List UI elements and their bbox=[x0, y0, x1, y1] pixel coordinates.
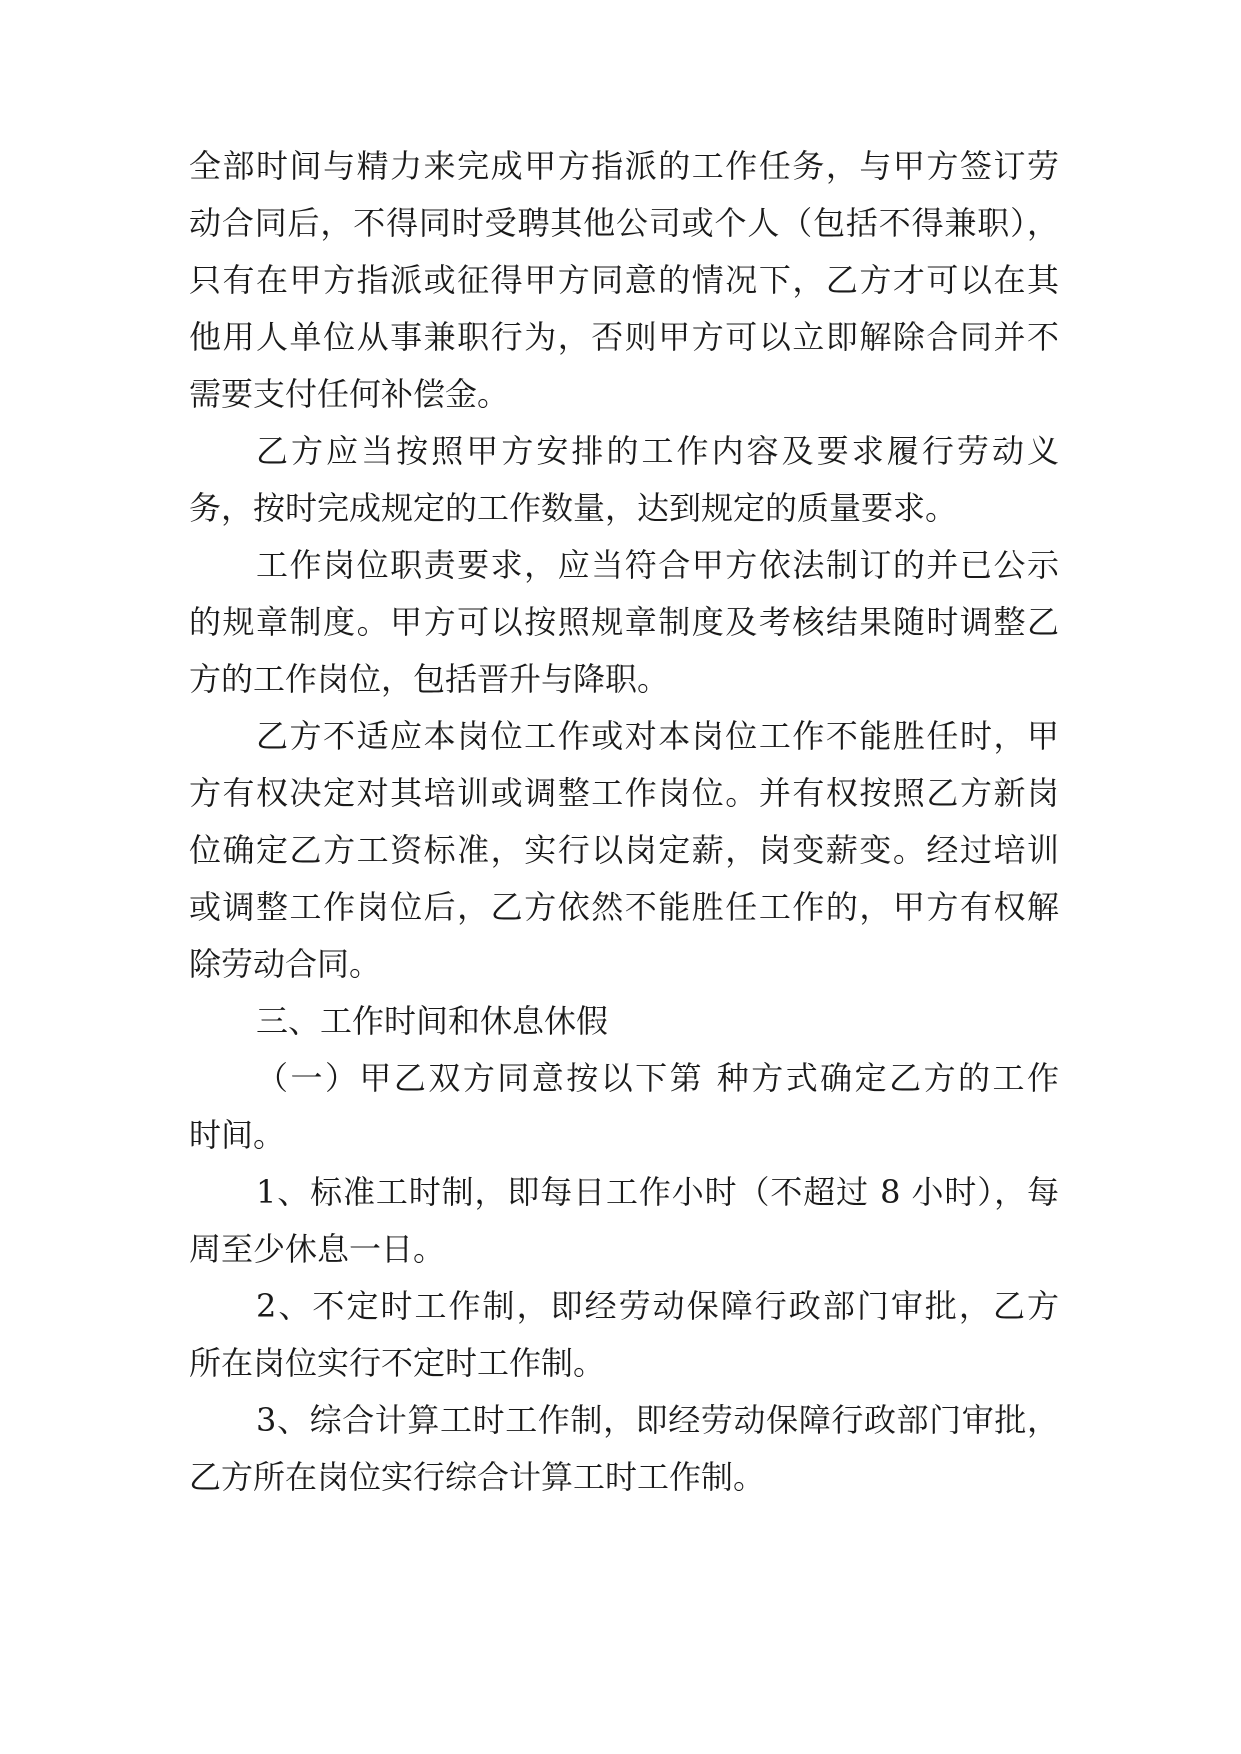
text-line: 或调整工作岗位后，乙方依然不能胜任工作的，甲方有权解 bbox=[189, 888, 1059, 926]
text-line: 3、综合计算工时工作制，即经劳动保障行政部门审批， bbox=[256, 1401, 1059, 1439]
text-line: 2、不定时工作制，即经劳动保障行政部门审批，乙方 bbox=[256, 1287, 1059, 1325]
text-line: （一）甲乙双方同意按以下第 种方式确定乙方的工作 bbox=[256, 1059, 1059, 1097]
section-heading: 三、工作时间和休息休假 bbox=[256, 1002, 609, 1040]
text-line: 乙方所在岗位实行综合计算工时工作制。 bbox=[189, 1458, 766, 1496]
text-line: 方有权决定对其培训或调整工作岗位。并有权按照乙方新岗 bbox=[189, 774, 1059, 812]
text-line: 所在岗位实行不定时工作制。 bbox=[189, 1344, 606, 1382]
text-line: 位确定乙方工资标准，实行以岗定薪，岗变薪变。经过培训 bbox=[189, 831, 1059, 869]
text-line: 方的工作岗位，包括晋升与降职。 bbox=[189, 660, 670, 698]
text-line: 乙方不适应本岗位工作或对本岗位工作不能胜任时，甲 bbox=[256, 717, 1059, 755]
text-line: 全部时间与精力来完成甲方指派的工作任务，与甲方签订劳 bbox=[189, 147, 1059, 185]
text-line: 动合同后，不得同时受聘其他公司或个人（包括不得兼职）， bbox=[189, 204, 1059, 242]
text-line: 的规章制度。甲方可以按照规章制度及考核结果随时调整乙 bbox=[189, 603, 1059, 641]
text-line: 务，按时完成规定的工作数量，达到规定的质量要求。 bbox=[189, 489, 958, 527]
text-line: 乙方应当按照甲方安排的工作内容及要求履行劳动义 bbox=[256, 432, 1059, 470]
text-line: 周至少休息一日。 bbox=[189, 1230, 446, 1268]
text-line: 只有在甲方指派或征得甲方同意的情况下，乙方才可以在其 bbox=[189, 261, 1059, 299]
text-line: 他用人单位从事兼职行为，否则甲方可以立即解除合同并不 bbox=[189, 318, 1059, 356]
text-line: 时间。 bbox=[189, 1116, 286, 1154]
text-line: 除劳动合同。 bbox=[189, 945, 382, 983]
text-line: 工作岗位职责要求，应当符合甲方依法制订的并已公示 bbox=[256, 546, 1059, 584]
text-line: 需要支付任何补偿金。 bbox=[189, 375, 510, 413]
text-line: 1、标准工时制，即每日工作小时（不超过 8 小时），每 bbox=[256, 1173, 1059, 1211]
